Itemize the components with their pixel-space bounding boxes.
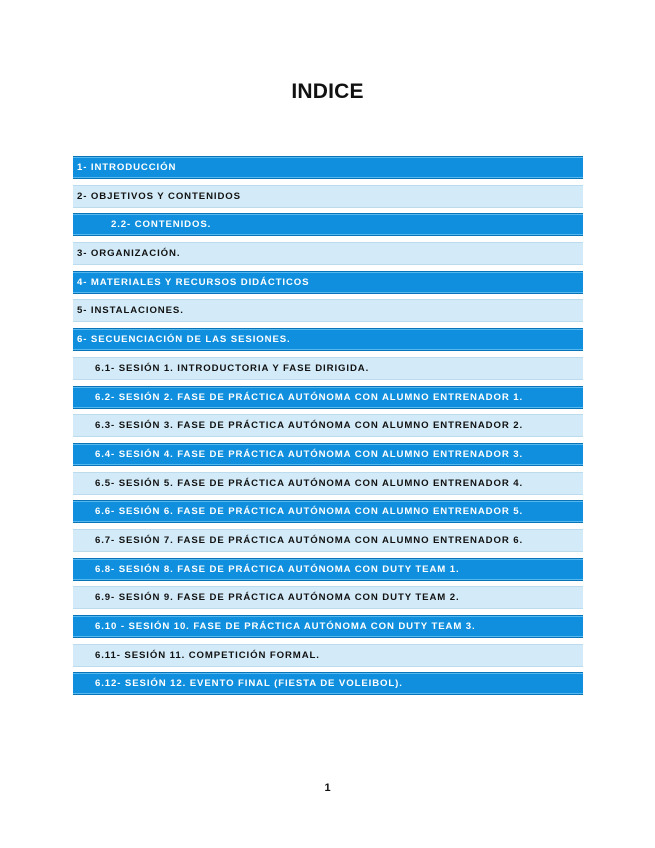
toc-entry-label: 5- INSTALACIONES. [77, 305, 184, 317]
toc-entry-sesion-6[interactable] [73, 500, 583, 523]
toc-entry-label: 6.3- SESIÓN 3. FASE DE PRÁCTICA AUTÓNOMA CON ALUMNO ENTRENADOR 2. [95, 420, 524, 432]
toc-entry-sesion-1[interactable] [73, 357, 583, 380]
toc-entry-materiales[interactable] [73, 271, 583, 294]
page-title: INDICE [291, 80, 364, 103]
toc-entry-sesion-5[interactable] [73, 472, 583, 495]
toc-entry-label: 6.2- SESIÓN 2. FASE DE PRÁCTICA AUTÓNOMA CON ALUMNO ENTRENADOR 1. [95, 391, 524, 403]
toc-entry-label: 6.6- SESIÓN 6. FASE DE PRÁCTICA AUTÓNOMA CON ALUMNO ENTRENADOR 5. [95, 506, 524, 518]
toc-entry-label: 6- SECUENCIACIÓN DE LAS SESIONES. [77, 334, 291, 346]
toc-entry-sesion-9[interactable] [73, 586, 583, 609]
toc-entry-label: 6.7- SESIÓN 7. FASE DE PRÁCTICA AUTÓNOMA CON ALUMNO ENTRENADOR 6. [95, 534, 524, 546]
toc-entry-sesion-4[interactable] [73, 443, 583, 466]
toc-entry-label: 6.8- SESIÓN 8. FASE DE PRÁCTICA AUTÓNOMA CON DUTY TEAM 1. [95, 563, 460, 575]
toc-entry-label: 6.4- SESIÓN 4. FASE DE PRÁCTICA AUTÓNOMA CON ALUMNO ENTRENADOR 3. [95, 448, 524, 460]
toc-entry-label: 4- MATERIALES Y RECURSOS DIDÁCTICOS [77, 276, 310, 288]
toc-entry-introduccion[interactable] [73, 156, 583, 179]
toc-entry-label: 1- INTRODUCCIÓN [77, 162, 177, 173]
toc-entry-label: 2- OBJETIVOS Y CONTENIDOS [77, 190, 241, 202]
toc-entry-label: 6.11- SESIÓN 11. COMPETICIÓN FORMAL. [95, 649, 320, 661]
toc-entry-instalaciones[interactable] [73, 299, 583, 322]
toc-entry-label: 6.9- SESIÓN 9. FASE DE PRÁCTICA AUTÓNOMA CON DUTY TEAM 2. [95, 592, 460, 604]
table-of-contents [73, 156, 583, 701]
toc-entry-objetivos-contenidos[interactable] [73, 185, 583, 208]
toc-entry-sesion-12[interactable] [73, 672, 583, 695]
toc-entry-sesion-2[interactable] [73, 386, 583, 409]
page-number: 1 [324, 782, 331, 794]
toc-entry-sesion-11[interactable] [73, 644, 583, 667]
toc-entry-label: 6.5- SESIÓN 5. FASE DE PRÁCTICA AUTÓNOMA CON ALUMNO ENTRENADOR 4. [95, 477, 524, 489]
toc-entry-label: 3- ORGANIZACIÓN. [77, 248, 181, 260]
toc-entry-sesion-10[interactable] [73, 615, 583, 638]
toc-entry-sesion-3[interactable] [73, 414, 583, 437]
toc-entry-sesion-8[interactable] [73, 558, 583, 581]
toc-entry-label: 6.12- SESIÓN 12. EVENTO FINAL (FIESTA DE VOLEIBOL). [95, 678, 403, 690]
toc-entry-secuenciacion[interactable] [73, 328, 583, 351]
toc-entry-sesion-7[interactable] [73, 529, 583, 552]
toc-entry-label: 6.10 - SESIÓN 10. FASE DE PRÁCTICA AUTÓNOMA CON DUTY TEAM 3. [95, 621, 476, 632]
toc-entry-label: 2.2- CONTENIDOS. [111, 219, 212, 231]
toc-entry-organizacion[interactable] [73, 242, 583, 265]
toc-entry-label: 6.1- SESIÓN 1. INTRODUCTORIA Y FASE DIRIGIDA. [95, 362, 370, 374]
toc-entry-contenidos[interactable] [73, 213, 583, 236]
